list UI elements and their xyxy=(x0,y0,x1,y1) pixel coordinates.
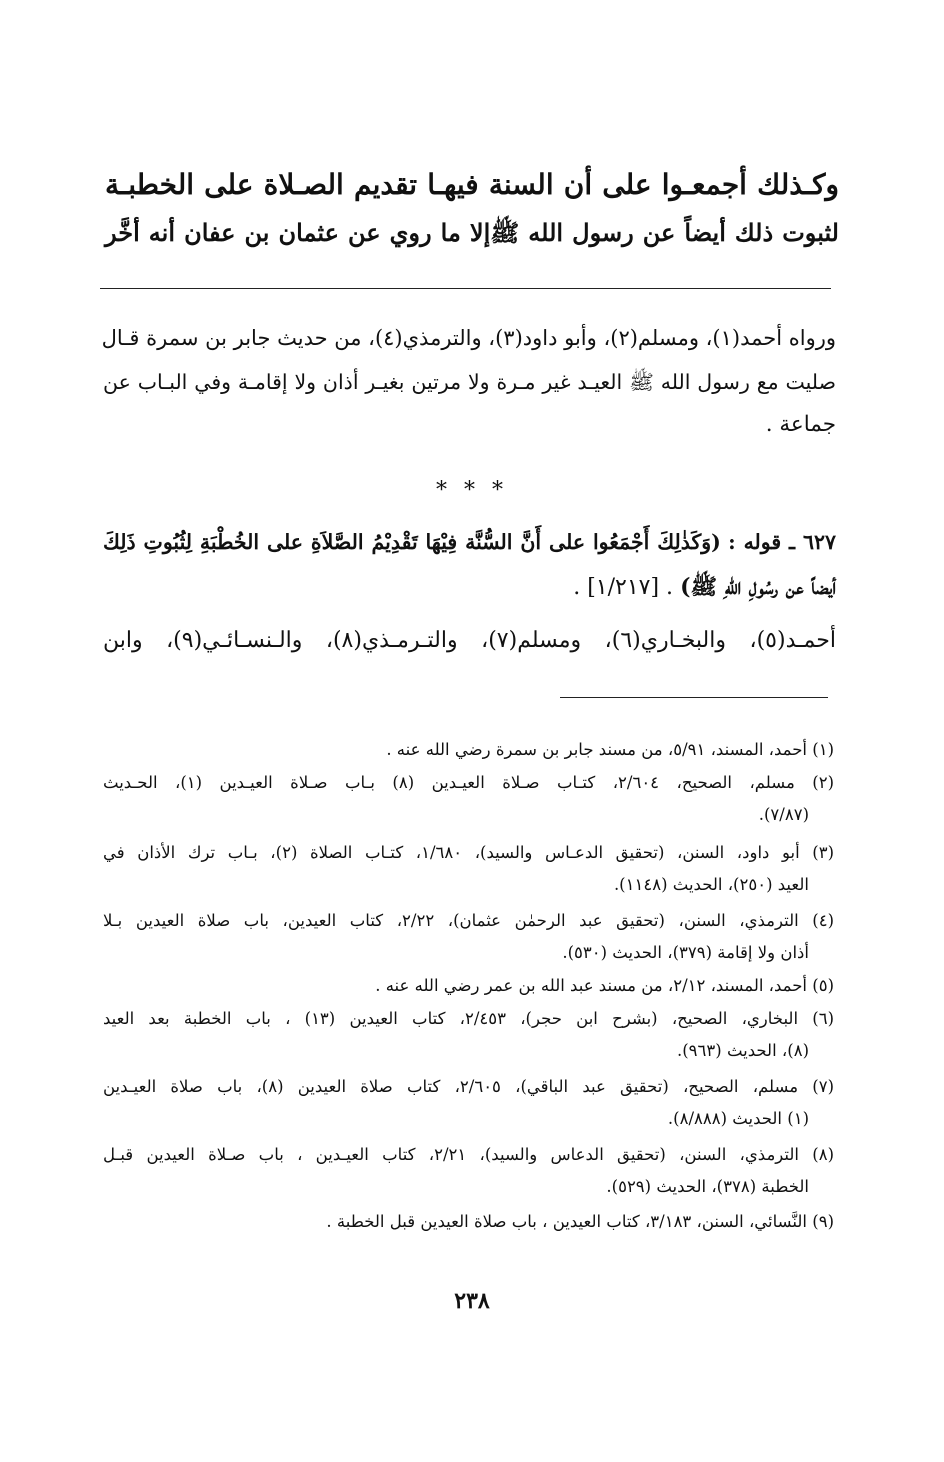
footnote-2 xyxy=(103,773,834,792)
entry-quote-1: (وَكَذٰلِكَ أَجْمَعُوا على أَنَّ السُّنَّة فِيْهَا تَقْدِيْمُ الصَّلاَةِ على الخُطْبَةِ لِثُبُوتِ ذَلِكَ xyxy=(103,530,721,554)
matn-line-1: وكـذلك أجمعـوا على أن السنة فيهـا تقديم الصـلاة على الخطبـة xyxy=(105,168,839,201)
footnote-text: البخاري، الصحيح، (بشرح ابن حجر)، ٢/٤٥٣، كتاب العيدين (١٣) ، باب الخطبة بعد العيد xyxy=(103,1009,799,1028)
footnote-text: الترمذي، السنن، (تحقيق الدعاس والسيد)، ٢/٢١، كتاب العيـدين ، باب صـلاة العيدين قبـل xyxy=(103,1145,799,1164)
footnote-2-cont: (٧/٨٧). xyxy=(758,805,809,824)
matn-line-2: لثبوت ذلك أيضاً عن رسول الله ﷺإلا ما روي عن عثمان بن عفان أنه أخَّر xyxy=(105,218,839,247)
entry-quote-2: أيضاً عن رسُولِ اللهِ ﷺ) xyxy=(680,574,836,600)
footnote-number: (٧) xyxy=(812,1077,834,1096)
entry-line-1 xyxy=(103,530,836,554)
footnote-number: (٦) xyxy=(812,1009,835,1028)
footnote-8-cont: الخطبة (٣٧٨)، الحديث (٥٢٩). xyxy=(606,1177,809,1196)
footnote-7 xyxy=(103,1077,834,1096)
footnote-5 xyxy=(103,976,834,995)
commentary-line-3: جماعة . xyxy=(765,412,836,437)
matn-divider xyxy=(100,288,831,289)
footnote-8 xyxy=(103,1145,834,1164)
footnote-text: أبو داود، السنن، (تحقيق الدعـاس والسيد)، ١/٦٨٠، كتـاب الصلاة (٢)، بـاب ترك الأذان في xyxy=(103,843,800,862)
footnote-text: أحمد، المسند، ٥/٩١، من مسند جابر بن سمرة رضي الله عنه . xyxy=(386,740,807,759)
page-number: ٢٣٨ xyxy=(454,1288,490,1314)
entry-line-2 xyxy=(103,573,836,605)
entry-lead: ٦٢٧ ـ قوله : xyxy=(728,530,836,554)
footnote-number: (٥) xyxy=(812,976,834,995)
footnote-7-cont: (١) الحديث (٨/٨٨٨). xyxy=(667,1109,809,1128)
footnote-divider xyxy=(560,697,828,698)
footnote-6-cont: (٨)، الحديث (٩٦٣). xyxy=(676,1041,809,1060)
entry-line-3: أحمـد(٥)، والبخـاري(٦)، ومسلم(٧)، والتـرمـذي(٨)، والـنسـائـي(٩)، وابن xyxy=(103,628,836,653)
footnote-3 xyxy=(103,843,834,862)
footnote-text: الترمذي، السنن، (تحقيق عبد الرحمٰن عثمان)، ٢/٢٢، كتاب العيدين، باب صلاة العيدين بـلا xyxy=(103,911,799,930)
footnote-text: النَّسائي، السنن، ٣/١٨٣، كتاب العيدين ، باب صلاة العيدين قبل الخطبة . xyxy=(326,1212,807,1231)
commentary-line-1: ورواه أحمد(١)، ومسلم(٢)، وأبو داود(٣)، والترمذي(٤)، من حديث جابر بن سمرة قـال xyxy=(101,326,836,350)
entry-reference: . [١/٢١٧] . xyxy=(573,575,674,600)
footnote-number: (٤) xyxy=(812,911,834,930)
section-separator: * * * xyxy=(436,478,508,503)
footnote-number: (١) xyxy=(812,740,834,759)
footnote-4-cont: أذان ولا إقامة (٣٧٩)، الحديث (٥٣٠). xyxy=(562,943,809,962)
footnote-text: أحمد، المسند، ٢/١٢، من مسند عبد الله بن عمر رضي الله عنه . xyxy=(375,976,807,995)
footnote-number: (٩) xyxy=(812,1212,834,1231)
footnote-3-cont: العيد (٢٥٠)، الحديث (١١٤٨). xyxy=(613,875,809,894)
footnote-number: (٨) xyxy=(812,1145,834,1164)
commentary-line-2: صليت مع رسول الله ﷺ العيـد غير مـرة ولا مرتين بغيـر أذان ولا إقامـة وفي البـاب عن xyxy=(103,370,836,394)
footnote-4 xyxy=(103,911,834,930)
footnote-9 xyxy=(103,1212,834,1231)
footnote-number: (٢) xyxy=(812,773,834,792)
footnote-1 xyxy=(103,740,834,759)
footnote-text: مسلم، الصحيح، ٢/٦٠٤، كتـاب صـلاة العيـدين (٨) بـاب صـلاة العيـدين (١)، الحـديث xyxy=(103,773,795,792)
footnote-text: مسلم، الصحيح، (تحقيق عبد الباقي)، ٢/٦٠٥، كتاب صلاة العيدين (٨)، باب صلاة العيـدين xyxy=(103,1077,799,1096)
footnote-number: (٣) xyxy=(812,843,835,862)
footnote-6 xyxy=(103,1009,834,1028)
